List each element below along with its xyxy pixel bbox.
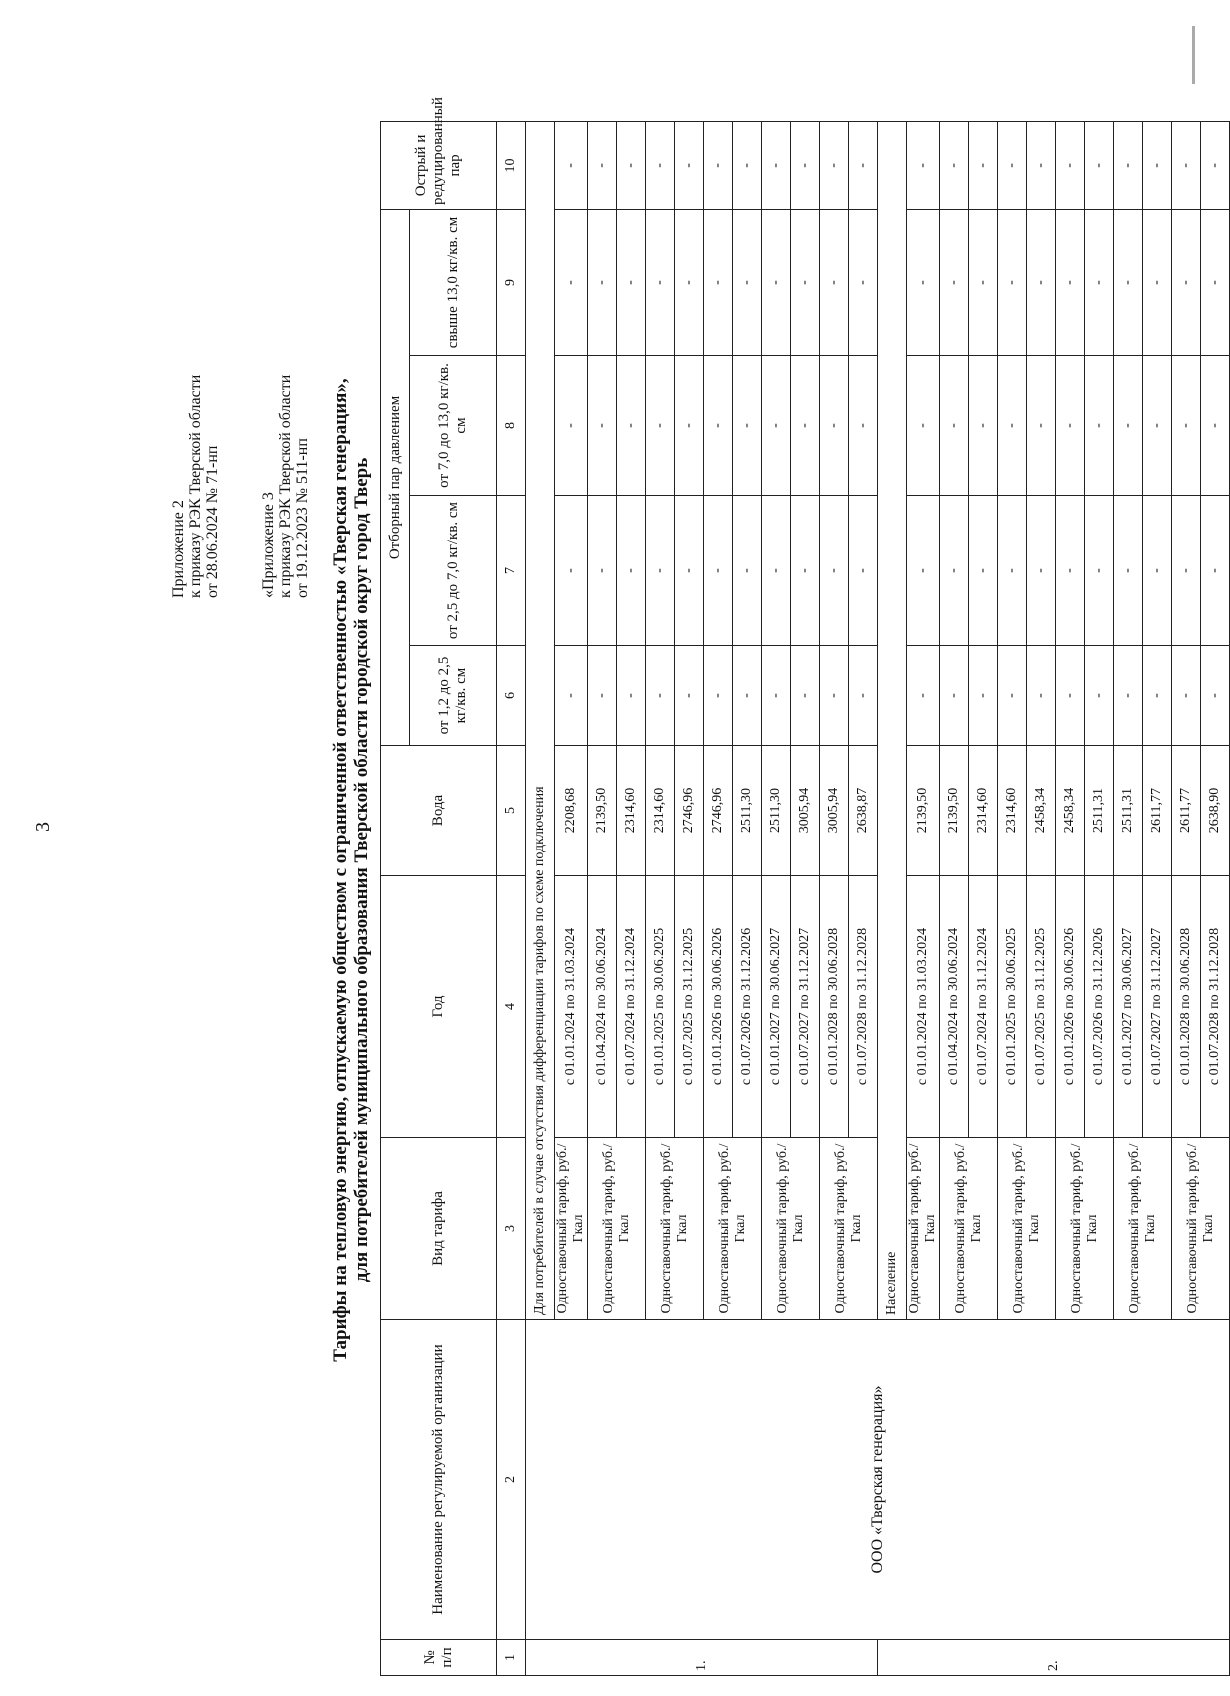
tariff-water-value: 2139,50 (907, 746, 940, 876)
appendix-previous-line2: к приказу РЭК Тверской области (277, 374, 294, 598)
tariff-period: с 01.07.2024 по 31.12.2024 (617, 876, 646, 1138)
tariff-dash: - (791, 646, 820, 746)
tariff-dash: - (1056, 356, 1085, 496)
tariff-dash: - (849, 496, 878, 646)
section-title: Для потребителей в случае отсутствия дифференциации тарифов по схеме подключения (526, 121, 555, 1319)
tariff-dash: - (1172, 496, 1201, 646)
tariff-period: с 01.07.2026 по 31.12.2026 (1085, 876, 1114, 1138)
tariff-water-value: 2139,50 (588, 746, 617, 876)
tariff-dash: - (940, 121, 969, 209)
tariff-period: с 01.07.2028 по 31.12.2028 (849, 876, 878, 1138)
tariff-dash: - (1114, 209, 1143, 355)
tariff-period: с 01.01.2026 по 30.06.2026 (1056, 876, 1085, 1138)
tariff-dash: - (704, 121, 733, 209)
tariff-dash: - (675, 356, 704, 496)
header-water: Вода (381, 746, 497, 876)
tariff-dash: - (998, 496, 1027, 646)
tariff-dash: - (849, 356, 878, 496)
tariff-water-value: 2314,60 (646, 746, 675, 876)
tariff-water-value: 2511,31 (1085, 746, 1114, 876)
tariff-dash: - (555, 209, 588, 355)
tariff-dash: - (791, 209, 820, 355)
tariff-dash: - (1143, 209, 1172, 355)
tariff-water-value: 3005,94 (791, 746, 820, 876)
tariff-dash: - (1085, 209, 1114, 355)
header-row (381, 121, 410, 1675)
tariff-water-value: 2139,50 (940, 746, 969, 876)
column-number: 5 (497, 746, 526, 876)
tariff-dash: - (1201, 356, 1230, 496)
tariff-water-value: 2208,68 (555, 746, 588, 876)
tariff-dash: - (849, 209, 878, 355)
tariff-dash: - (820, 496, 849, 646)
tariff-dash: - (998, 209, 1027, 355)
column-number: 3 (497, 1138, 526, 1320)
tariff-dash: - (1143, 121, 1172, 209)
tariff-dash: - (1056, 121, 1085, 209)
tariff-dash: - (588, 121, 617, 209)
tariff-water-value: 2638,90 (1201, 746, 1230, 876)
tariff-dash: - (646, 496, 675, 646)
tariff-dash: - (1027, 646, 1056, 746)
tariff-dash: - (704, 209, 733, 355)
appendix-previous-reference (260, 118, 311, 598)
title-line1: Тарифы на тепловую энергию, отпускаемую обществом с ограниченной ответственностью «Тверская генерация», (330, 378, 351, 1362)
tariff-dash: - (1172, 121, 1201, 209)
tariff-period: с 01.01.2028 по 30.06.2028 (1172, 876, 1201, 1138)
tariff-dash: - (1027, 356, 1056, 496)
tariff-dash: - (555, 121, 588, 209)
tariff-dash: - (1114, 646, 1143, 746)
tariff-dash: - (1056, 496, 1085, 646)
tariff-dash: - (1143, 496, 1172, 646)
tariff-period: с 01.01.2025 по 30.06.2025 (998, 876, 1027, 1138)
tariff-dash: - (704, 646, 733, 746)
appendix-current-line3: от 28.06.2024 № 71-нп (204, 445, 221, 598)
tariff-period: с 01.04.2024 по 30.06.2024 (588, 876, 617, 1138)
tariff-dash: - (1201, 646, 1230, 746)
tariff-water-value: 2458,34 (1056, 746, 1085, 876)
tariff-water-value: 2511,30 (733, 746, 762, 876)
tariff-dash: - (1114, 356, 1143, 496)
tariff-dash: - (969, 121, 998, 209)
section-number: 1. (526, 1640, 878, 1676)
tariff-water-value: 3005,94 (820, 746, 849, 876)
tariff-dash: - (704, 356, 733, 496)
appendix-previous-line1: «Приложение 3 (260, 492, 277, 598)
tariff-dash: - (762, 121, 791, 209)
tariff-kind: Одноставочный тариф, руб./Гкал (940, 1138, 998, 1320)
tariff-dash: - (646, 356, 675, 496)
tariff-water-value: 2746,96 (704, 746, 733, 876)
tariff-dash: - (940, 496, 969, 646)
tariff-water-value: 2314,60 (998, 746, 1027, 876)
tariff-period: с 01.07.2024 по 31.12.2024 (969, 876, 998, 1138)
tariff-period: с 01.01.2024 по 31.03.2024 (555, 876, 588, 1138)
tariff-water-value: 2511,31 (1114, 746, 1143, 876)
tariff-dash: - (1143, 646, 1172, 746)
tariff-dash: - (588, 496, 617, 646)
tariff-period: с 01.01.2025 по 30.06.2025 (646, 876, 675, 1138)
column-number: 2 (497, 1320, 526, 1640)
section-title: Население (878, 121, 907, 1319)
tariff-kind: Одноставочный тариф, руб./Гкал (704, 1138, 762, 1320)
tariff-dash: - (617, 646, 646, 746)
tariff-dash: - (733, 646, 762, 746)
column-number: 1 (497, 1640, 526, 1676)
tariff-kind: Одноставочный тариф, руб./Гкал (588, 1138, 646, 1320)
tariff-kind: Одноставочный тариф, руб./Гкал (1172, 1138, 1230, 1320)
tariff-dash: - (998, 646, 1027, 746)
tariff-period: с 01.01.2024 по 31.03.2024 (907, 876, 940, 1138)
tariff-dash: - (762, 496, 791, 646)
header-year: Год (381, 876, 497, 1138)
tariff-dash: - (940, 356, 969, 496)
tariff-kind: Одноставочный тариф, руб./Гкал (555, 1138, 588, 1320)
tariff-dash: - (675, 496, 704, 646)
tariff-kind: Одноставочный тариф, руб./Гкал (1114, 1138, 1172, 1320)
appendix-previous-line3: от 19.12.2023 № 511-нп (294, 438, 311, 598)
tariff-water-value: 2458,34 (1027, 746, 1056, 876)
tariff-period: с 01.07.2025 по 31.12.2025 (1027, 876, 1056, 1138)
tariff-dash: - (998, 356, 1027, 496)
tariff-dash: - (646, 209, 675, 355)
tariff-dash: - (617, 209, 646, 355)
tariff-dash: - (969, 496, 998, 646)
tariff-period: с 01.07.2028 по 31.12.2028 (1201, 876, 1230, 1138)
tariff-dash: - (733, 209, 762, 355)
tariff-dash: - (1056, 646, 1085, 746)
tariff-period: с 01.01.2027 по 30.06.2027 (1114, 876, 1143, 1138)
column-number: 10 (497, 121, 526, 209)
tariff-water-value: 2746,96 (675, 746, 704, 876)
tariff-dash: - (646, 646, 675, 746)
tariff-dash: - (588, 646, 617, 746)
section-title-row (526, 121, 555, 1675)
tariff-dash: - (1085, 496, 1114, 646)
column-number: 8 (497, 356, 526, 496)
tariff-dash: - (791, 356, 820, 496)
tariff-dash: - (907, 209, 940, 355)
header-kind: Вид тарифа (381, 1138, 497, 1320)
tariff-dash: - (1201, 496, 1230, 646)
tariff-dash: - (617, 496, 646, 646)
tariff-dash: - (820, 121, 849, 209)
tariff-dash: - (1085, 121, 1114, 209)
tariff-kind: Одноставочный тариф, руб./Гкал (998, 1138, 1056, 1320)
tariff-dash: - (849, 121, 878, 209)
tariff-dash: - (617, 356, 646, 496)
column-number: 4 (497, 876, 526, 1138)
tariff-dash: - (1201, 209, 1230, 355)
tariff-dash: - (617, 121, 646, 209)
tariff-dash: - (820, 356, 849, 496)
tariff-dash: - (1085, 356, 1114, 496)
tariff-dash: - (849, 646, 878, 746)
tariff-dash: - (675, 209, 704, 355)
tariff-period: с 01.07.2025 по 31.12.2025 (675, 876, 704, 1138)
tariff-dash: - (969, 209, 998, 355)
rotated-page-content (145, 97, 1222, 1680)
column-number: 9 (497, 209, 526, 355)
tariff-dash: - (675, 121, 704, 209)
header-num: № п/п (381, 1640, 497, 1676)
tariff-period: с 01.07.2027 по 31.12.2027 (791, 876, 820, 1138)
header-pressure-p1: от 1,2 до 2,5 кг/кв. см (410, 646, 497, 746)
appendix-current-reference (170, 118, 221, 598)
tariff-water-value: 2314,60 (617, 746, 646, 876)
tariff-water-value: 2314,60 (969, 746, 998, 876)
tariff-dash: - (940, 646, 969, 746)
tariff-period: с 01.07.2027 по 31.12.2027 (1143, 876, 1172, 1138)
tariff-kind: Одноставочный тариф, руб./Гкал (762, 1138, 820, 1320)
tariff-dash: - (791, 121, 820, 209)
header-pressure-p4: свыше 13,0 кг/кв. см (410, 209, 497, 355)
tariff-dash: - (646, 121, 675, 209)
tariff-water-value: 2511,30 (762, 746, 791, 876)
title-line2: для потребителей муниципального образования Тверской области городской округ город Тверь (351, 457, 372, 1283)
tariff-dash: - (1085, 646, 1114, 746)
header-pressure-p3: от 7,0 до 13,0 кг/кв. см (410, 356, 497, 496)
header-pressure-p2: от 2,5 до 7,0 кг/кв. см (410, 496, 497, 646)
tariff-dash: - (820, 209, 849, 355)
tariff-dash: - (1056, 209, 1085, 355)
tariff-dash: - (907, 356, 940, 496)
tariff-dash: - (907, 496, 940, 646)
tariff-dash: - (733, 121, 762, 209)
tariff-dash: - (762, 209, 791, 355)
tariff-dash: - (969, 646, 998, 746)
organization-name: ООО «Тверская генерация» (526, 1320, 1230, 1640)
column-number: 6 (497, 646, 526, 746)
header-sharp-steam: Острый и редуцированный пар (381, 121, 497, 209)
tariff-water-value: 2611,77 (1143, 746, 1172, 876)
tariff-period: с 01.07.2026 по 31.12.2026 (733, 876, 762, 1138)
tariff-kind: Одноставочный тариф, руб./Гкал (646, 1138, 704, 1320)
tariff-dash: - (588, 356, 617, 496)
tariff-period: с 01.04.2024 по 30.06.2024 (940, 876, 969, 1138)
section-number: 2. (878, 1640, 1230, 1676)
tariff-dash: - (1027, 496, 1056, 646)
tariff-dash: - (998, 121, 1027, 209)
tariff-dash: - (675, 646, 704, 746)
tariff-kind: Одноставочный тариф, руб./Гкал (907, 1138, 940, 1320)
tariff-dash: - (907, 121, 940, 209)
tariff-dash: - (1143, 356, 1172, 496)
tariff-period: с 01.01.2027 по 30.06.2027 (762, 876, 791, 1138)
tariff-dash: - (733, 496, 762, 646)
tariff-dash: - (1114, 496, 1143, 646)
tariff-dash: - (1114, 121, 1143, 209)
header-org: Наименование регулируемой организации (381, 1320, 497, 1640)
appendix-current-line2: к приказу РЭК Тверской области (187, 374, 204, 598)
tariff-dash: - (588, 209, 617, 355)
tariff-dash: - (1201, 121, 1230, 209)
tariff-dash: - (1172, 209, 1201, 355)
tariff-period: с 01.01.2028 по 30.06.2028 (820, 876, 849, 1138)
tariff-kind: Одноставочный тариф, руб./Гкал (1056, 1138, 1114, 1320)
tariff-dash: - (733, 356, 762, 496)
tariff-dash: - (1027, 121, 1056, 209)
tariffs-table (380, 97, 1230, 1676)
tariff-dash: - (1172, 646, 1201, 746)
column-numbers-row (497, 121, 526, 1675)
tariff-water-value: 2611,77 (1172, 746, 1201, 876)
tariffs-table-body (381, 97, 1230, 1675)
tariff-dash: - (1172, 356, 1201, 496)
tariff-dash: - (791, 496, 820, 646)
column-number: 7 (497, 496, 526, 646)
tariff-dash: - (820, 646, 849, 746)
tariff-dash: - (555, 496, 588, 646)
tariff-dash: - (1027, 209, 1056, 355)
tariff-water-value: 2638,87 (849, 746, 878, 876)
header-steam-group: Отборный пар давлением (381, 209, 410, 745)
tariff-dash: - (762, 356, 791, 496)
tariff-dash: - (969, 356, 998, 496)
tariff-dash: - (555, 646, 588, 746)
tariff-dash: - (762, 646, 791, 746)
tariff-dash: - (555, 356, 588, 496)
page-number: 3 (32, 822, 54, 832)
tariff-dash: - (907, 646, 940, 746)
tariff-dash: - (704, 496, 733, 646)
tariff-kind: Одноставочный тариф, руб./Гкал (820, 1138, 878, 1320)
tariff-dash: - (940, 209, 969, 355)
appendix-current-line1: Приложение 2 (170, 500, 187, 598)
document-title (330, 120, 372, 1620)
scan-edge-mark (1192, 26, 1195, 84)
tariff-period: с 01.01.2026 по 30.06.2026 (704, 876, 733, 1138)
